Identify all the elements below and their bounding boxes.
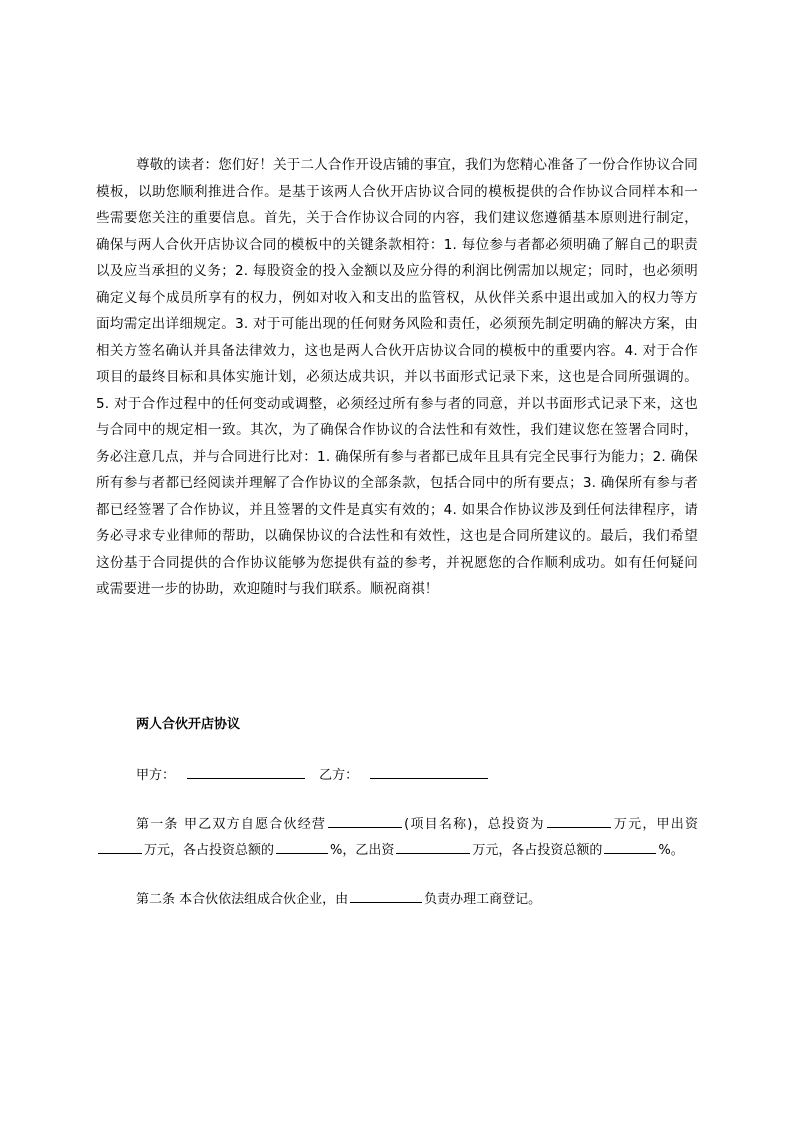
contract-article-1 [96, 812, 698, 864]
article1-pct2: %。 [658, 843, 684, 858]
contract-parties [136, 763, 698, 789]
party-a-label: 甲方： [136, 768, 176, 783]
party-b-investment-blank [396, 839, 470, 854]
article1-unit2: 万元，各占投资总额的 [144, 843, 275, 858]
party-a-blank [187, 764, 305, 779]
project-name-blank [328, 813, 402, 828]
party-b-blank [370, 764, 488, 779]
party-a-investment-blank [98, 839, 142, 854]
article2-lead: 第二条 本合伙依法组成合伙企业，由 [136, 892, 349, 907]
total-investment-blank [547, 813, 611, 828]
party-b-percent-blank [604, 839, 656, 854]
article1-lead: 第一条 甲乙双方自愿合伙经营 [136, 817, 327, 832]
article1-pct1: %，乙出资 [330, 843, 395, 858]
intro-paragraph: 尊敬的读者：您们好！关于二人合作开设店铺的事宜，我们为您精心准备了一份合作协议合同模板，以助您顺利推进合作。是基于该两人合伙开店协议合同的模板提供的合作协议合同样本和一些需要您关注的重要信息。首先，关于合作协议合同的内容，我们建议您遵循基本原则进行制定，确保与两人合伙开店协议合同的模板中的关键条款相符：1. 每位参与者都必须明确了解自己的职责以及应当承担的义务；2. 每股资金的投入金额以及应分得的利润比例需加以规定；同时，也必须明确定义每个成员所享有的权力，例如对收入和支出的监管权，从伙伴关系中退出或加入的权力等方面均需定出详细规定。3. 对于可能出现的任何财务风险和责任，必须预先制定明确的解决方案，由相关方签名确认并具备法律效力，这也是两人合伙开店协议合同的模板中的重要内容。4. 对于合作项目的最终目标和具体实施计划，必须达成共识，并以书面形式记录下来，这也是合同所强调的。5. 对于合作过程中的任何变动或调整，必须经过所有参与者的同意，并以书面形式记录下来，这也与合同中的规定相一致。其次，为了确保合作协议的合法性和有效性，我们建议您在签署合同时，务必注意几点，并与合同进行比对：1. 确保所有参与者都已成年且具有完全民事行为能力；2. 确保所有参与者都已经阅读并理解了合作协议的全部条款，包括合同中的所有要点；3. 确保所有参与者都已经签署了合作协议，并且签署的文件是真实有效的；4. 如果合作协议涉及到任何法律程序，请务必寻求专业律师的帮助，以确保协议的合法性和有效性，这也是合同所建议的。最后，我们希望这份基于合同提供的合作协议能够为您提供有益的参考，并祝愿您的合作顺利成功。如有任何疑问或需要进一步的协助，欢迎随时与我们联系。顺祝商祺！ [96, 157, 698, 597]
party-a-percent-blank [276, 839, 328, 854]
article1-project-note: (项目名称)，总投资为 [404, 817, 545, 832]
registrant-blank [350, 888, 422, 903]
party-b-label: 乙方： [319, 768, 359, 783]
article1-unit3: 万元，各占投资总额的 [472, 843, 603, 858]
contract-article-2 [136, 887, 698, 913]
contract-title: 两人合伙开店协议 [136, 717, 241, 732]
article2-tail: 负责办理工商登记。 [424, 892, 542, 907]
article1-unit1: 万元，甲出资 [612, 817, 698, 832]
contract-section [96, 710, 698, 913]
